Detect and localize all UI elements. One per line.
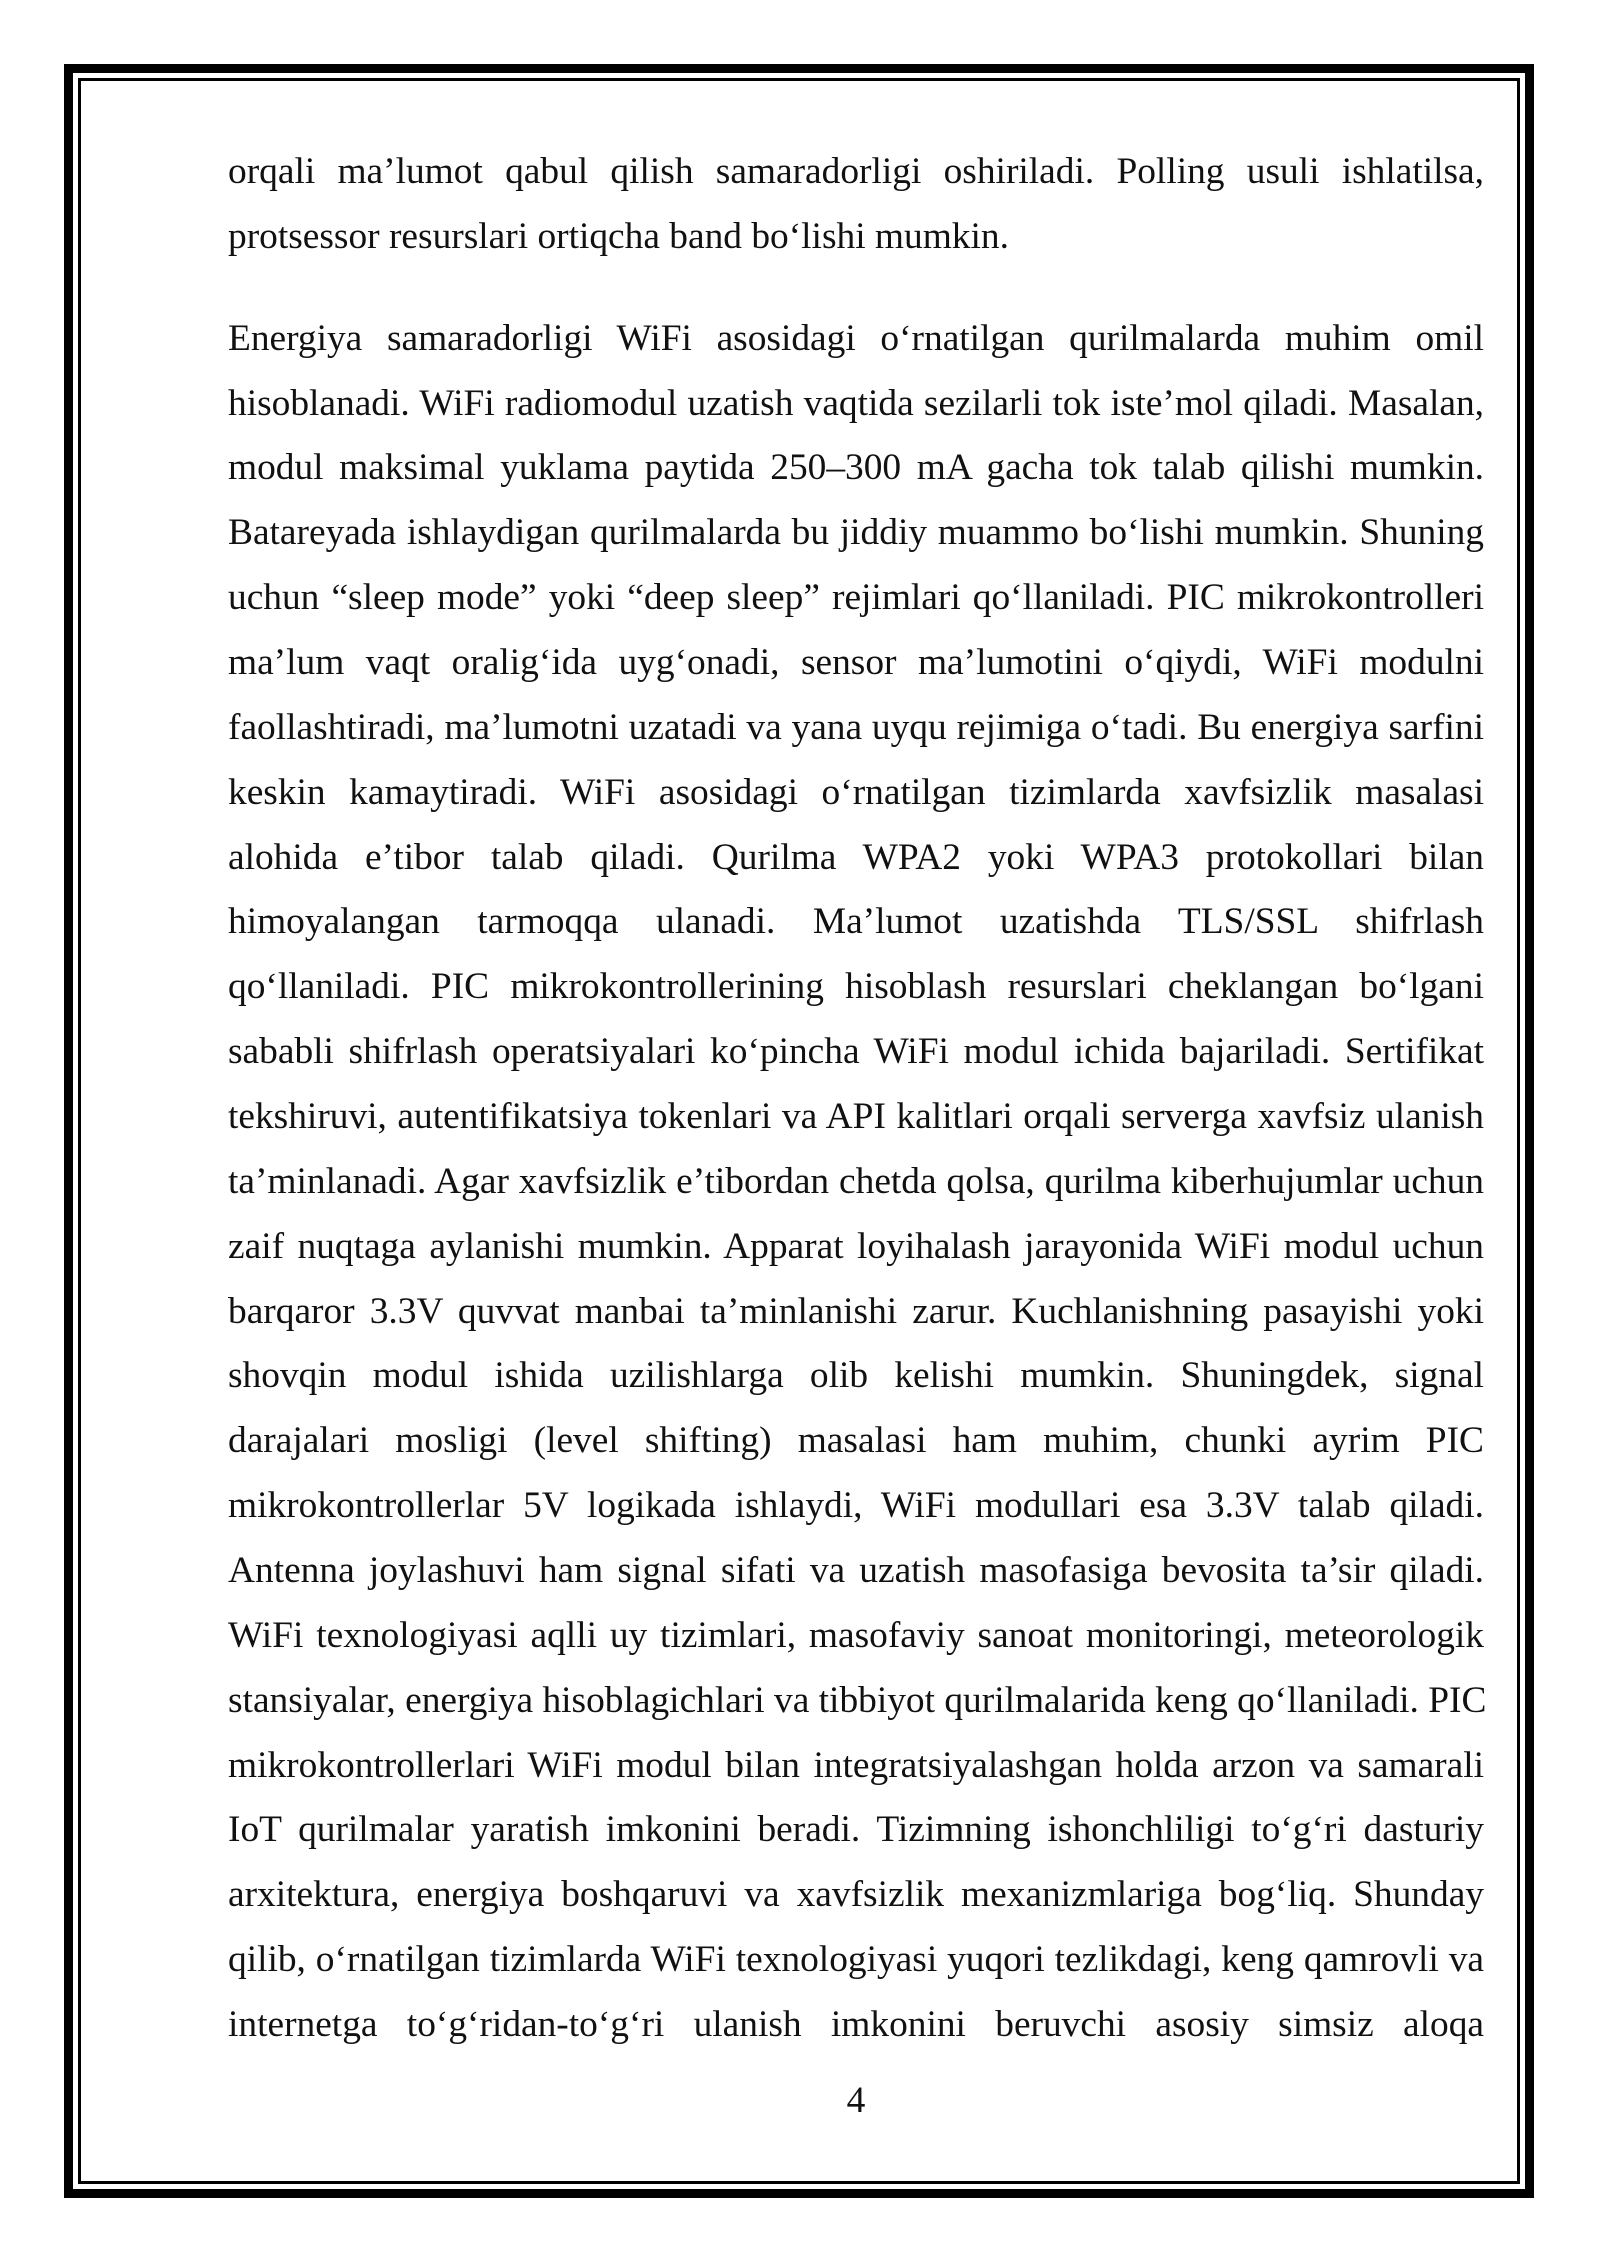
paragraph: [228, 307, 1487, 2058]
body-text: [228, 140, 1487, 2095]
text-line: internetga to‘g‘ridan-to‘g‘ri ulanish imkonini beruvchi asosiy simsiz aloqa: [228, 2004, 1484, 2046]
text-line: alohida e’tibor talab qiladi. Qurilma WPA2 yoki WPA3 protokollari bilan: [228, 836, 1484, 878]
text-line: qo‘llaniladi. PIC mikrokontrollerining hisoblash resurslari cheklangan bo‘lgani: [228, 966, 1484, 1008]
text-line: orqali ma’lumot qabul qilish samaradorligi oshiriladi. Polling usuli ishlatilsa,: [228, 151, 1484, 192]
text-line: keskin kamaytiradi. WiFi asosidagi o‘rnatilgan tizimlarda xavfsizlik masalasi: [228, 771, 1484, 813]
text-line: sababli shifrlash operatsiyalari ko‘pincha WiFi modul ichida bajariladi. Sertifikat: [228, 1031, 1484, 1073]
text-line: darajalari mosligi (level shifting) masalasi ham muhim, chunki ayrim PIC: [228, 1420, 1484, 1462]
text-line: barqaror 3.3V quvvat manbai ta’minlanishi zarur. Kuchlanishning pasayishi yoki: [228, 1290, 1484, 1332]
text-line: Antenna joylashuvi ham signal sifati va uzatish masofasiga bevosita ta’sir qiladi.: [228, 1550, 1484, 1592]
text-line: arxitektura, energiya boshqaruvi va xavfsizlik mexanizmlariga bog‘liq. Shunday: [228, 1874, 1484, 1916]
text-line: mikrokontrollerlar 5V logikada ishlaydi, WiFi modullari esa 3.3V talab qiladi.: [228, 1485, 1484, 1527]
text-line: Energiya samaradorligi WiFi asosidagi o‘rnatilgan qurilmalarda muhim omil: [228, 317, 1484, 359]
text-line: modul maksimal yuklama paytida 250–300 mA gacha tok talab qilishi mumkin.: [228, 447, 1484, 489]
text-line: Batareyada ishlaydigan qurilmalarda bu jiddiy muammo bo‘lishi mumkin. Shuning: [228, 512, 1484, 554]
text-line: himoyalangan tarmoqqa ulanadi. Ma’lumot uzatishda TLS/SSL shifrlash: [228, 901, 1484, 943]
text-line: qilib, o‘rnatilgan tizimlarda WiFi texnologiyasi yuqori tezlikdagi, keng qamrovli va: [228, 1939, 1484, 1981]
text-line: protsessor resurslari ortiqcha band bo‘lishi mumkin.: [228, 215, 1009, 257]
text-line: zaif nuqtaga aylanishi mumkin. Apparat loyihalash jarayonida WiFi modul uchun: [228, 1225, 1484, 1267]
text-line: ta’minlanadi. Agar xavfsizlik e’tibordan chetda qolsa, qurilma kiberhujumlar uchun: [228, 1160, 1484, 1202]
text-line: ma’lum vaqt oralig‘ida uyg‘onadi, sensor ma’lumotini o‘qiydi, WiFi modulni: [228, 642, 1484, 684]
text-line: uchun “sleep mode” yoki “deep sleep” rejimlari qo‘llaniladi. PIC mikrokontrolleri: [228, 577, 1484, 619]
text-line: WiFi texnologiyasi aqlli uy tizimlari, masofaviy sanoat monitoringi, meteorologik: [228, 1614, 1484, 1656]
text-line: shovqin modul ishida uzilishlarga olib kelishi mumkin. Shuningdek, signal: [228, 1355, 1484, 1397]
text-line: tekshiruvi, autentifikatsiya tokenlari va API kalitlari orqali serverga xavfsiz ulanish: [228, 1096, 1484, 1138]
text-line: mikrokontrollerlari WiFi modul bilan integratsiyalashgan holda arzon va samarali: [228, 1744, 1484, 1786]
text-line: hisoblanadi. WiFi radiomodul uzatish vaqtida sezilarli tok iste’mol qiladi. Masalan,: [228, 382, 1484, 424]
paragraph: [228, 140, 1484, 270]
text-line: faollashtiradi, ma’lumotni uzatadi va yana uyqu rejimiga o‘tadi. Bu energiya sarfini: [228, 706, 1484, 748]
text-line: stansiyalar, energiya hisoblagichlari va tibbiyot qurilmalarida keng qo‘llaniladi. PIC: [228, 1679, 1487, 1721]
page-number: 4: [846, 2080, 866, 2121]
text-line: IoT qurilmalar yaratish imkonini beradi. Tizimning ishonchliligi to‘g‘ri dasturiy: [228, 1809, 1484, 1851]
